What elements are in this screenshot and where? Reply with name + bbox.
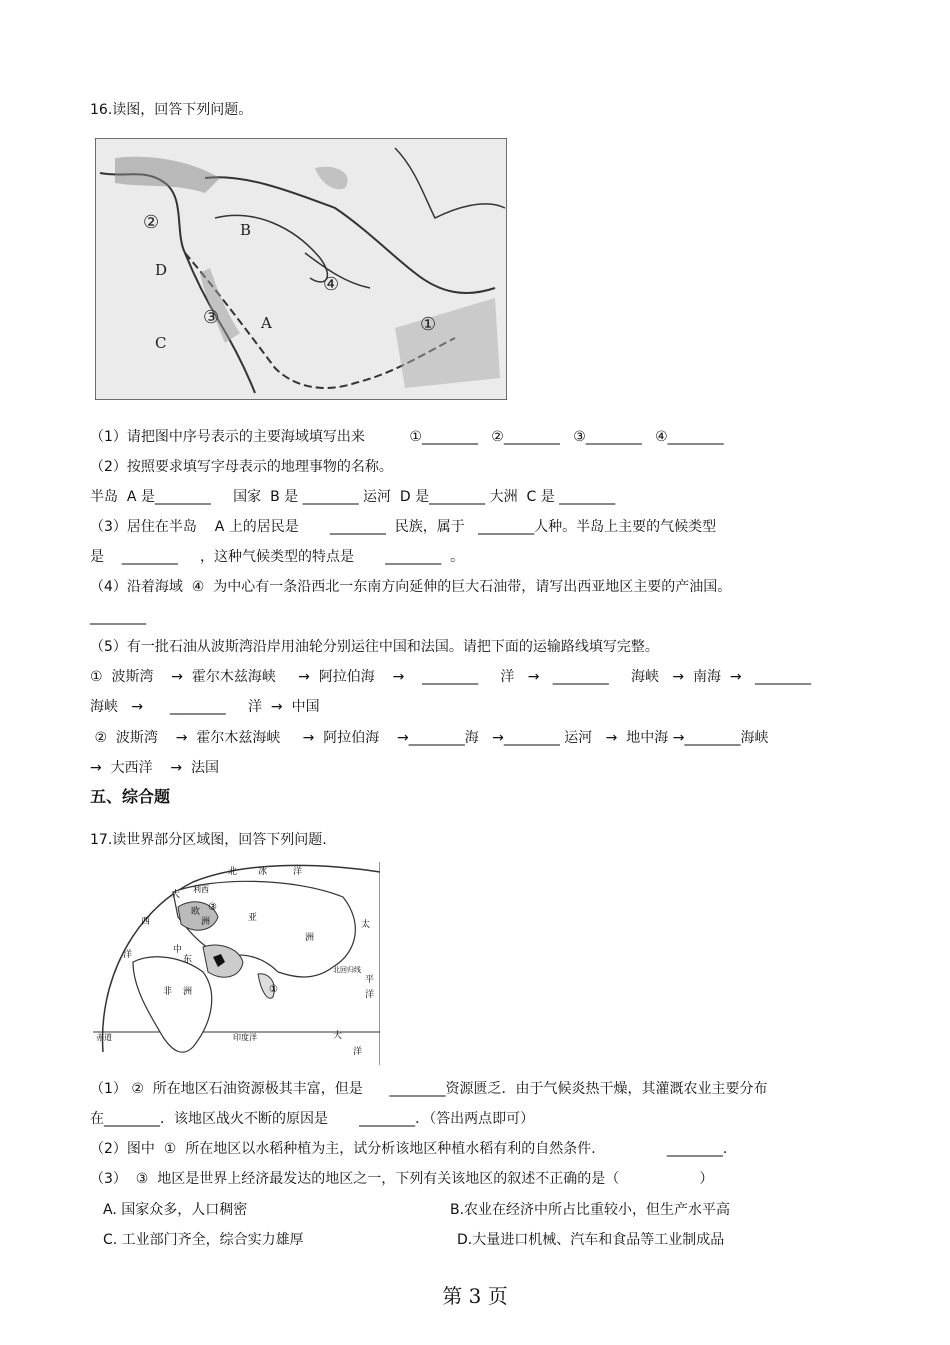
q16-part2-answers: 半岛 A 是________ 国家 B 是 ________ 运河 D 是________ 大洲 C 是 ________ (90, 489, 616, 505)
q17-part2: （2）图中 ① 所在地区以水稻种植为主，试分析该地区种植水稻有利的自然条件. ________. (90, 1141, 728, 1157)
map-label-ice: 冰 (258, 867, 268, 877)
map-label-equator: 赤道 (96, 1033, 112, 1042)
label-2: ② (143, 212, 160, 233)
map-label-dong: 东 (183, 955, 193, 965)
option-a[interactable]: A. 国家众多，人口稠密 (103, 1202, 248, 1218)
map-label-west: 西 (141, 917, 151, 927)
world-region-map (93, 862, 380, 1065)
label-D: D (155, 261, 168, 279)
q17-title: 17.读世界部分区域图，回答下列问题. (90, 832, 327, 848)
q16-part1: （1）请把图中序号表示的主要海域填写出来 ①________ ②________ ③________ ④________ (90, 429, 724, 445)
label-4: ④ (323, 274, 340, 295)
map-label-n3: ③ (208, 902, 217, 913)
q17-part1: （1） ② 所在地区石油资源极其丰富，但是 ________资源匮乏．由于气候炎热干燥，其灌溉农业主要分布 (90, 1081, 768, 1097)
map-label-africa: 非 (163, 987, 173, 997)
label-C: C (155, 334, 167, 352)
option-c[interactable]: C. 工业部门齐全，综合实力雄厚 (103, 1232, 304, 1248)
q16-route-1: ① 波斯湾 → 霍尔木兹海峡 → 阿拉伯海 → ________ 洋 → ________ 海峡 → 南海 → ________ (90, 669, 811, 685)
middle-east-map (95, 138, 507, 400)
q16-part5: （5）有一批石油从波斯湾沿岸用油轮分别运往中国和法国。请把下面的运输路线填写完整。 (90, 639, 659, 655)
map-label-ping: 平 (365, 975, 375, 985)
map-label-ocean1: 洋 (293, 867, 303, 877)
q16-part4-blank: ________ (90, 609, 146, 625)
map-label-zhou2: 洲 (183, 987, 193, 997)
map-label-da: 大 (171, 890, 181, 900)
option-b[interactable]: B.农业在经济中所占比重较小，但生产水平高 (450, 1202, 731, 1218)
map-label-ocean3: 洋 (123, 950, 133, 960)
map-label-tropic: 北回归线 (333, 966, 361, 974)
label-1: ① (420, 314, 437, 335)
map-label-tai: 太 (361, 920, 371, 930)
map-label-eu2: 洲 (201, 917, 211, 927)
map-label-zhong: 中 (173, 945, 183, 955)
label-3: ③ (203, 307, 220, 328)
q16-part3-cont: 是 ________ ，这种气候类型的特点是 ________ 。 (90, 549, 465, 565)
page-number: 第 3 页 (442, 1284, 508, 1308)
q17-part3: （3） ③ 地区是世界上经济最发达的地区之一，下列有关该地区的叙述不正确的是（ ） (90, 1171, 714, 1187)
q16-route-1-cont: 海峡 → ________ 洋 → 中国 (90, 699, 320, 715)
q16-route-2: ② 波斯湾 → 霍尔木兹海峡 → 阿拉伯海 →________海 →________ 运河 → 地中海 →________海峡 (90, 730, 769, 746)
map-label-ocean2: 洋 (365, 990, 375, 1000)
q16-title: 16.读图，回答下列问题。 (90, 102, 253, 118)
map-label-lixi: 利西 (193, 885, 209, 894)
map-label-asia: 亚 (248, 913, 258, 923)
map-label-north: 北 (228, 867, 238, 877)
map-label-ocean4: 洋 (353, 1047, 363, 1057)
map-label-n1: ① (269, 984, 278, 995)
map-label-eu1: 欧 (191, 907, 201, 917)
map-label-indian: 印度洋 (233, 1033, 257, 1042)
section-heading: 五、综合题 (90, 787, 171, 806)
q16-part2: （2）按照要求填写字母表示的地理事物的名称。 (90, 459, 393, 475)
q16-part3: （3）居住在半岛 A 上的居民是 ________ 民族，属于 ________人种。半岛上主要的气候类型 (90, 519, 717, 535)
q17-part1-cont: 在________．该地区战火不断的原因是 ________．（答出两点即可） (90, 1111, 535, 1127)
label-A: A (261, 314, 272, 332)
q16-route-2-cont: → 大西洋 → 法国 (90, 760, 220, 776)
label-B: B (240, 221, 252, 239)
option-d[interactable]: D.大量进口机械、汽车和食品等工业制成品 (457, 1232, 725, 1248)
map-label-da2: 大 (333, 1031, 343, 1041)
q16-part4: （4）沿着海域 ④ 为中心有一条沿西北一东南方向延伸的巨大石油带，请写出西亚地区主要的产油国。 (90, 579, 732, 595)
map-label-zhou: 洲 (305, 933, 315, 943)
